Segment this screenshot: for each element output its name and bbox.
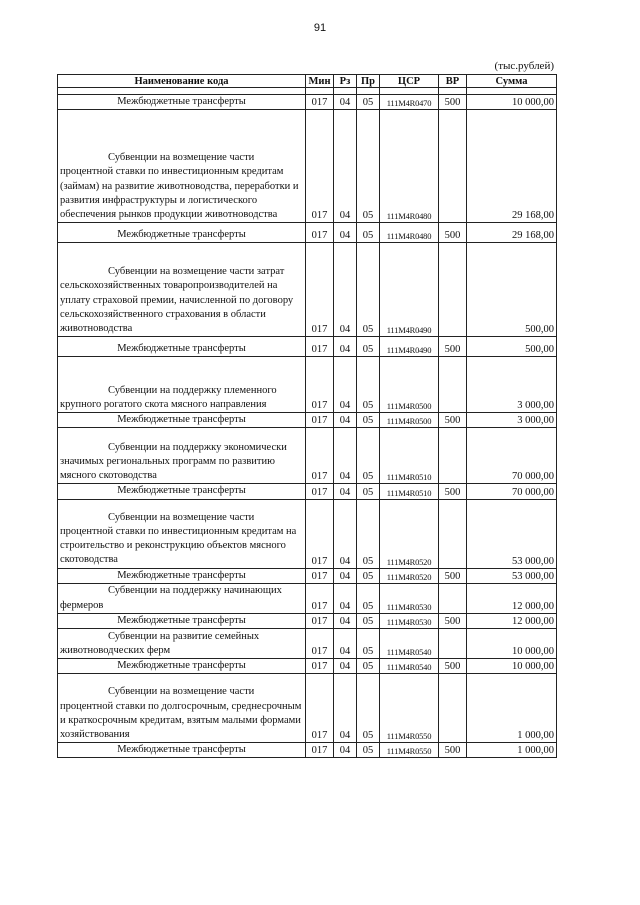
cell-sum: 70 000,00 [467,484,557,499]
cell-pr: 05 [357,95,380,110]
cell-vr [439,428,467,484]
units-label: (тыс.рублей) [494,60,554,72]
cell-vr: 500 [439,568,467,583]
cell-vr [439,357,467,413]
row-label: Субвенции на поддержку начинающих фермеров [60,585,282,611]
cell-pr: 05 [357,659,380,674]
cell-sum: 3 000,00 [467,413,557,428]
cell-sum: 53 000,00 [467,568,557,583]
table-body [58,95,557,758]
cell-vr [439,629,467,659]
cell-min: 017 [306,110,334,223]
cell-name [58,337,306,357]
table-row [58,223,557,243]
cell-csr: 111M4R0520 [380,499,439,568]
cell-min: 017 [306,357,334,413]
cell-rz: 04 [334,223,357,243]
row-label: Субвенции на возмещение части процентной ставки по инвестиционным кредитам (займам) на развитие животноводства, переработки и развития инфраструктуры и логистического обеспечения рынков продукции животноводства [60,152,299,220]
table-row [58,243,557,337]
cell-min: 017 [306,629,334,659]
table-row [58,583,557,613]
cell-rz: 04 [334,484,357,499]
cell-pr: 05 [357,413,380,428]
cell-rz: 04 [334,743,357,758]
cell-pr: 05 [357,743,380,758]
table-row [58,428,557,484]
cell-vr: 500 [439,95,467,110]
cell-sum: 1 000,00 [467,743,557,758]
column-header-pr: Пр [357,75,380,88]
cell-name [58,243,306,337]
row-label: Субвенции на возмещение части процентной ставки по долгосрочным, среднесрочным и краткосрочным кредитам, взятым малыми формами хозяйствования [60,686,302,741]
cell-rz: 04 [334,243,357,337]
row-label: Межбюджетные трансферты [117,660,246,672]
cell-csr: 111M4R0500 [380,413,439,428]
cell-rz: 04 [334,659,357,674]
cell-sum: 70 000,00 [467,428,557,484]
cell-csr: 111M4R0470 [380,95,439,110]
cell-name [58,413,306,428]
column-header-min: Мин [306,75,334,88]
cell-csr: 111M4R0510 [380,484,439,499]
cell-pr: 05 [357,110,380,223]
cell-vr [439,499,467,568]
row-label: Субвенции на поддержку экономически значимых региональных программ по развитию мясного скотоводства [60,441,287,482]
cell-min: 017 [306,413,334,428]
cell-name [58,659,306,674]
row-label: Межбюджетные трансферты [117,343,246,354]
cell-name [58,568,306,583]
cell-name [58,110,306,223]
column-header-rz: Рз [334,75,357,88]
cell-sum: 10 000,00 [467,659,557,674]
cell-min: 017 [306,484,334,499]
cell-sum: 29 168,00 [467,223,557,243]
cell-vr: 500 [439,223,467,243]
cell-name [58,428,306,484]
cell-name [58,223,306,243]
cell-csr: 111M4R0550 [380,674,439,743]
cell-rz: 04 [334,629,357,659]
cell-vr: 500 [439,337,467,357]
table-row [58,110,557,223]
cell-pr: 05 [357,629,380,659]
table-row [58,357,557,413]
cell-csr: 111M4R0530 [380,583,439,613]
cell-sum: 10 000,00 [467,95,557,110]
cell-name [58,743,306,758]
cell-sum: 500,00 [467,337,557,357]
row-label: Межбюджетные трансферты [117,414,246,426]
cell-csr: 111M4R0540 [380,659,439,674]
cell-csr: 111M4R0510 [380,428,439,484]
row-label: Межбюджетные трансферты [117,96,246,107]
cell-sum: 12 000,00 [467,613,557,628]
cell-pr: 05 [357,243,380,337]
cell-min: 017 [306,583,334,613]
cell-sum: 12 000,00 [467,583,557,613]
cell-rz: 04 [334,568,357,583]
cell-rz: 04 [334,337,357,357]
cell-name [58,674,306,743]
column-header-vr: ВР [439,75,467,88]
cell-pr: 05 [357,499,380,568]
cell-vr: 500 [439,613,467,628]
cell-min: 017 [306,428,334,484]
table-row [58,613,557,628]
page-number: 91 [313,22,327,34]
cell-name [58,357,306,413]
table-row [58,743,557,758]
cell-rz: 04 [334,413,357,428]
cell-csr: 111M4R0490 [380,243,439,337]
table-row [58,95,557,110]
cell-pr: 05 [357,223,380,243]
cell-vr [439,110,467,223]
row-label: Межбюджетные трансферты [117,614,246,626]
cell-vr: 500 [439,484,467,499]
budget-table [57,74,557,758]
row-label: Межбюджетные трансферты [117,744,246,756]
header-spacer-row [58,88,557,95]
cell-rz: 04 [334,110,357,223]
cell-csr: 111M4R0520 [380,568,439,583]
cell-min: 017 [306,674,334,743]
table-row [58,337,557,357]
cell-rz: 04 [334,95,357,110]
cell-pr: 05 [357,613,380,628]
table-row [58,484,557,499]
cell-name [58,583,306,613]
cell-pr: 05 [357,337,380,357]
cell-pr: 05 [357,484,380,499]
cell-sum: 10 000,00 [467,629,557,659]
cell-sum: 3 000,00 [467,357,557,413]
cell-name [58,484,306,499]
cell-min: 017 [306,337,334,357]
cell-rz: 04 [334,357,357,413]
cell-vr: 500 [439,659,467,674]
cell-sum: 53 000,00 [467,499,557,568]
table-row [58,499,557,568]
cell-csr: 111M4R0490 [380,337,439,357]
row-label: Межбюджетные трансферты [117,229,246,240]
table-row [58,629,557,659]
cell-rz: 04 [334,428,357,484]
cell-sum: 29 168,00 [467,110,557,223]
cell-min: 017 [306,243,334,337]
cell-pr: 05 [357,357,380,413]
cell-min: 017 [306,613,334,628]
cell-vr [439,674,467,743]
row-label: Субвенции на развитие семейных животноводческих ферм [60,630,260,656]
cell-name [58,499,306,568]
cell-vr [439,243,467,337]
row-label: Субвенции на поддержку племенного крупного рогатого скота мясного направления [60,384,277,410]
cell-csr: 111M4R0480 [380,223,439,243]
table-row [58,659,557,674]
cell-pr: 05 [357,428,380,484]
cell-vr [439,583,467,613]
column-header-name: Наименование кода [58,75,306,88]
cell-min: 017 [306,743,334,758]
column-header-csr: ЦСР [380,75,439,88]
cell-name [58,629,306,659]
cell-pr: 05 [357,583,380,613]
cell-csr: 111M4R0540 [380,629,439,659]
cell-vr: 500 [439,413,467,428]
cell-sum: 1 000,00 [467,674,557,743]
cell-name [58,613,306,628]
cell-pr: 05 [357,568,380,583]
cell-vr: 500 [439,743,467,758]
cell-rz: 04 [334,499,357,568]
row-label: Субвенции на возмещение части затрат сельскохозяйственных товаропроизводителей на уплату страховой премии, начисленной по договору сельскохозяйственного страхования в области животноводства [60,266,294,334]
cell-rz: 04 [334,583,357,613]
row-label: Межбюджетные трансферты [117,485,246,497]
cell-csr: 111M4R0550 [380,743,439,758]
table-header-row [58,75,557,88]
table-row [58,674,557,743]
table-row [58,568,557,583]
cell-min: 017 [306,659,334,674]
cell-pr: 05 [357,674,380,743]
cell-name [58,95,306,110]
cell-min: 017 [306,568,334,583]
cell-min: 017 [306,499,334,568]
cell-csr: 111M4R0530 [380,613,439,628]
cell-csr: 111M4R0480 [380,110,439,223]
cell-sum: 500,00 [467,243,557,337]
cell-min: 017 [306,223,334,243]
row-label: Субвенции на возмещение части процентной ставки по инвестиционным кредитам на строительство и реконструкцию объектов мясного скотоводства [60,511,297,566]
cell-min: 017 [306,95,334,110]
table-row [58,413,557,428]
row-label: Межбюджетные трансферты [117,569,246,581]
cell-csr: 111M4R0500 [380,357,439,413]
cell-rz: 04 [334,613,357,628]
cell-rz: 04 [334,674,357,743]
column-header-sum: Сумма [467,75,557,88]
